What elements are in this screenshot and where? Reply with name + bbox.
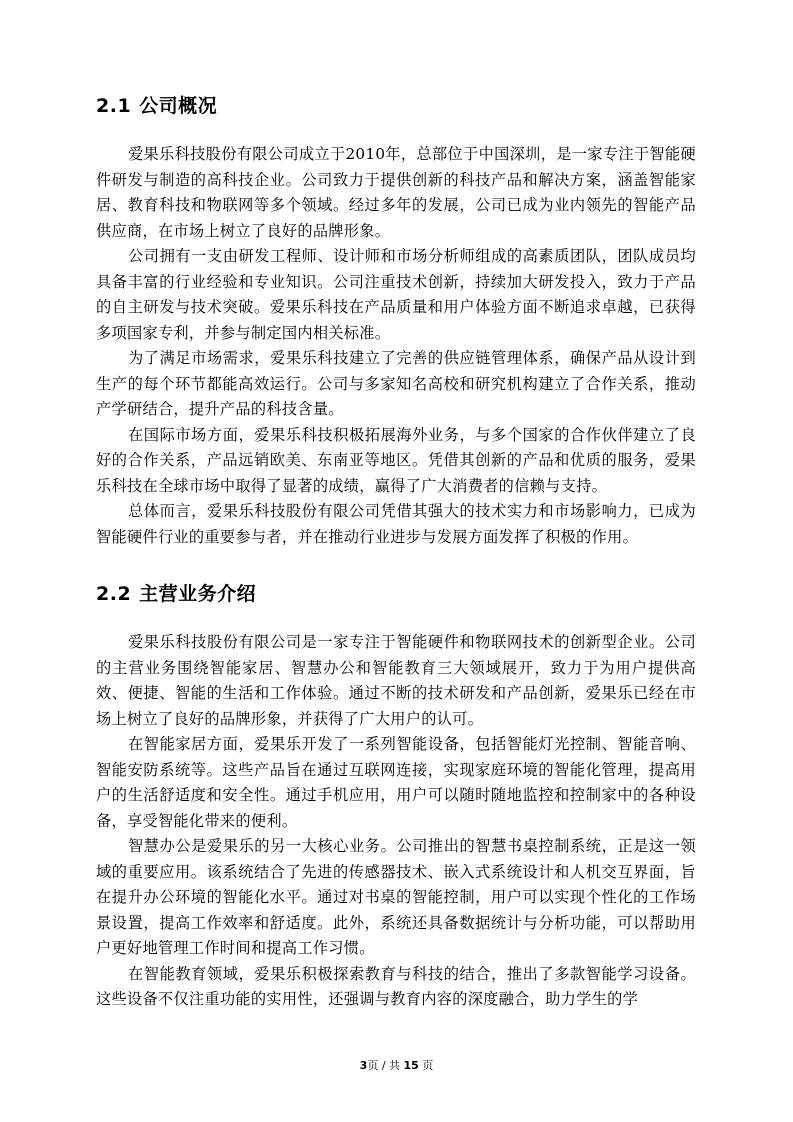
paragraph: 总体而言，爱果乐科技股份有限公司凭借其强大的技术实力和市场影响力，已成为智能硬件行业的重要参与者，并在推动行业进步与发展方面发挥了积极的作用。 (96, 502, 696, 546)
section-company-overview (96, 92, 696, 550)
section-title: 公司概况 (139, 95, 218, 117)
paragraph: 爱果乐科技股份有限公司是一家专注于智能硬件和物联网技术的创新型企业。公司的主营业务围绕智能家居、智慧办公和智能教育三大领域展开，致力于为用户提供高效、便捷、智能的生活和工作体验。通过不断的技术研发和产品创新，爱果乐已经在市场上树立了良好的品牌形象，并获得了广大用户的认可。 (96, 633, 696, 728)
current-page-number: 3 (359, 1059, 368, 1072)
page-content (96, 92, 696, 1013)
section-number: 2.1 (96, 95, 132, 117)
page-footer (0, 1057, 793, 1073)
section-heading (96, 92, 696, 120)
paragraph: 为了满足市场需求，爱果乐科技建立了完善的供应链管理体系，确保产品从设计到生产的每个环节都能高效运行。公司与多家知名高校和研究机构建立了合作关系，推动产学研结合，提升产品的科技含量。 (96, 349, 696, 418)
total-word: 共 (389, 1059, 401, 1072)
paragraph: 在智能家居方面，爱果乐开发了一系列智能设备，包括智能灯光控制、智能音响、智能安防系统等。这些产品旨在通过互联网连接，实现家庭环境的智能化管理，提高用户的生活舒适度和安全性。通过手机应用，用户可以随时随地监控和控制家中的各种设备，享受智能化带来的便利。 (96, 735, 696, 830)
section-main-business (96, 580, 696, 1013)
page-word: 页 (367, 1059, 379, 1072)
paragraph: 公司拥有一支由研发工程师、设计师和市场分析师组成的高素质团队，团队成员均具备丰富的行业经验和专业知识。公司注重技术创新，持续加大研发投入，致力于产品的自主研发与技术突破。爱果乐科技在产品质量和用户体验方面不断追求卓越，已获得多项国家专利，并参与制定国内相关标准。 (96, 247, 696, 342)
page-separator: / (381, 1059, 386, 1072)
total-pages-number: 15 (403, 1059, 419, 1072)
paragraph: 在智能教育领域，爱果乐积极探索教育与科技的结合，推出了多款智能学习设备。这些设备不仅注重功能的实用性，还强调与教育内容的深度融合，助力学生的学 (96, 964, 696, 1008)
paragraph: 爱果乐科技股份有限公司成立于2010年，总部位于中国深圳，是一家专注于智能硬件研发与制造的高科技企业。公司致力于提供创新的科技产品和解决方案，涵盖智能家居、教育科技和物联网等多个领域。经过多年的发展，公司已成为业内领先的智能产品供应商，在市场上树立了良好的品牌形象。 (96, 145, 696, 240)
page-word-end: 页 (422, 1059, 434, 1072)
paragraph: 在国际市场方面，爱果乐科技积极拓展海外业务，与多个国家的合作伙伴建立了良好的合作关系，产品远销欧美、东南亚等地区。凭借其创新的产品和优质的服务，爱果乐科技在全球市场中取得了显著的成绩，赢得了广大消费者的信赖与支持。 (96, 425, 696, 495)
section-title: 主营业务介绍 (139, 583, 257, 605)
paragraph: 智慧办公是爱果乐的另一大核心业务。公司推出的智慧书桌控制系统，正是这一领域的重要应用。该系统结合了先进的传感器技术、嵌入式系统设计和人机交互界面，旨在提升办公环境的智能化水平。通过对书桌的智能控制，用户可以实现个性化的工作场景设置，提高工作效率和舒适度。此外，系统还具备数据统计与分析功能，可以帮助用户更好地管理工作时间和提高工作习惯。 (96, 837, 696, 957)
section-number: 2.2 (96, 583, 132, 605)
section-heading (96, 580, 696, 608)
